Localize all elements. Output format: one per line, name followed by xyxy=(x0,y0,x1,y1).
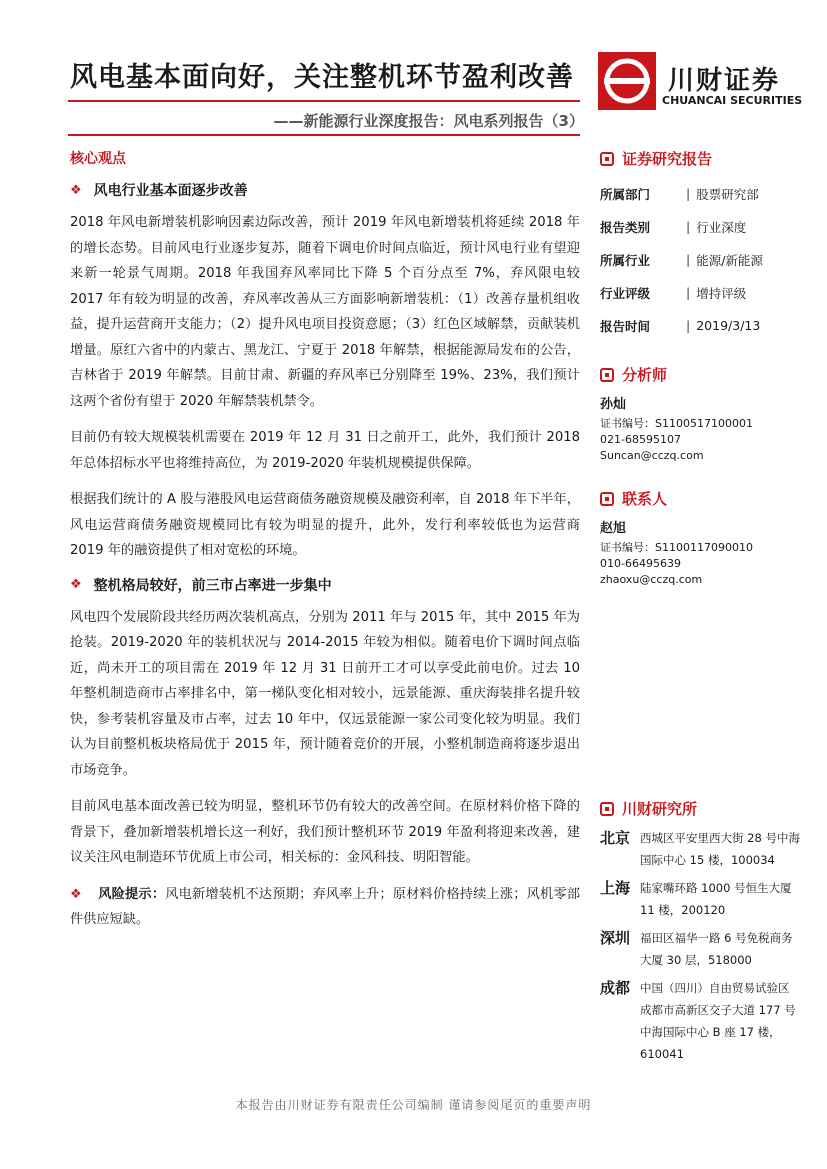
section-marker-icon xyxy=(600,492,614,506)
contact-phone: 010-66495639 xyxy=(600,557,681,570)
sidebar xyxy=(600,148,800,1071)
analyst-heading-text: 分析师 xyxy=(622,366,668,384)
core-view-heading: 核心观点 xyxy=(70,151,126,167)
logo-mark-icon xyxy=(598,52,656,110)
info-label: 报告时间 xyxy=(600,318,651,334)
diamond-bullet-icon: ❖ xyxy=(70,577,82,592)
info-row xyxy=(600,210,800,243)
bullet-heading xyxy=(70,575,580,595)
report-subtitle: ——新能源行业深度报告：风电系列报告（3） xyxy=(273,112,584,130)
risk-paragraph xyxy=(70,882,580,933)
info-row xyxy=(600,177,800,210)
office-address: 福田区福华一路 6 号免税商务大厦 30 层，518000 xyxy=(640,931,793,967)
risk-text: 风电新增装机不达预期；弃风率上升；原材料价格持续上涨；风机零部件供应短缺。 xyxy=(70,886,581,927)
info-value: 2019/3/13 xyxy=(696,318,761,333)
office-address: 中国（四川）自由贸易试验区成都市高新区交子大道 177 号中海国际中心 B 座 17 楼，610041 xyxy=(640,981,796,1061)
office-row xyxy=(600,877,800,921)
info-value: 能源/新能源 xyxy=(696,252,763,268)
analyst-name: 孙灿 xyxy=(600,397,627,412)
office-address: 西城区平安里西大街 28 号中海国际中心 15 楼，100034 xyxy=(640,831,800,867)
info-row xyxy=(600,309,800,342)
report-info-heading xyxy=(600,148,800,169)
analyst-email: Suncan@cczq.com xyxy=(600,449,704,462)
info-value: 行业深度 xyxy=(696,219,747,235)
info-separator: | xyxy=(686,219,691,234)
section-marker-icon xyxy=(600,802,614,816)
office-city: 上海 xyxy=(600,879,631,897)
info-value: 增持评级 xyxy=(696,285,747,301)
paragraph: 目前仍有较大规模装机需要在 2019 年 12 月 31 日之前开工，此外，我们预计 2018 年总体招标水平也将维持高位，为 2019-2020 年装机规模提供保障。 xyxy=(70,430,580,471)
info-separator: | xyxy=(686,186,691,201)
info-label: 行业评级 xyxy=(600,285,651,301)
info-value: 股票研究部 xyxy=(696,186,759,202)
company-logo xyxy=(598,52,803,112)
info-label: 所属行业 xyxy=(600,252,651,268)
contact-cert: 证书编号：S1100117090010 xyxy=(600,541,753,554)
diamond-bullet-icon: ❖ xyxy=(70,182,82,198)
info-separator: | xyxy=(686,252,691,267)
office-row xyxy=(600,977,800,1065)
office-row xyxy=(600,927,800,971)
title-divider xyxy=(68,100,580,102)
office-address: 陆家嘴环路 1000 号恒生大厦 11 楼，200120 xyxy=(640,881,792,917)
office-city: 北京 xyxy=(600,829,631,847)
office-city: 深圳 xyxy=(600,929,631,947)
institute-heading-text: 川财研究所 xyxy=(622,800,698,818)
paragraph: 风电四个发展阶段共经历两次装机高点，分别为 2011 年与 2015 年，其中 2015 年为抢装。2019-2020 年的装机状况与 2014-2015 年较为相似。随着电价下调时间点临近，尚未开工的项目需在 2019 年 12 月 31 日前开工才可以享受此前电价。过去 10 年整机制造商市占率排名中，第一梯队变化相对较小，远景能源、重庆海装排名提升较快，参考装机容量及市占率，过去 10 年中，仅远景能源一家公司变化较为明显。我们认为目前整机板块格局优于 2015 年，预计随着竞价的开展，小整机制造商将逐步退出市场竞争。 xyxy=(70,609,580,778)
office-city: 成都 xyxy=(600,979,631,997)
info-row xyxy=(600,276,800,309)
bullet-heading-text: 整机格局较好，前三市占率进一步集中 xyxy=(93,577,332,594)
bullet-heading-text: 风电行业基本面逐步改善 xyxy=(93,183,248,199)
analyst-cert: 证书编号：S1100517100001 xyxy=(600,417,753,430)
paragraph: 目前风电基本面改善已较为明显，整机环节仍有较大的改善空间。在原材料价格下降的背景下，叠加新增装机增长这一利好，我们预计整机环节 2019 年盈利将迎来改善，建议关注风电制造环节优质上市公司，相关标的：金风科技、明阳智能。 xyxy=(70,799,580,865)
logo-name: 川财证券 xyxy=(668,66,781,96)
analyst-phone: 021-68595107 xyxy=(600,433,681,446)
report-info-heading-text: 证券研究报告 xyxy=(622,150,713,168)
logo-english-name: CHUANCAI SECURITIES xyxy=(662,94,803,107)
main-content xyxy=(70,148,580,944)
info-label: 所属部门 xyxy=(600,186,651,202)
institute-heading xyxy=(600,798,800,819)
subtitle-divider xyxy=(68,134,580,136)
info-separator: | xyxy=(686,285,691,300)
office-row xyxy=(600,827,800,871)
info-label: 报告类别 xyxy=(600,219,651,235)
report-title: 风电基本面向好，关注整机环节盈利改善 xyxy=(70,62,574,93)
analyst-heading xyxy=(600,364,800,385)
contact-name: 赵旭 xyxy=(600,521,627,536)
risk-label: 风险提示： xyxy=(98,886,166,902)
paragraph: 根据我们统计的 A 股与港股风电运营商债务融资规模及融资利率，自 2018 年下半年，风电运营商债务融资规模同比有较为明显的提升，此外，发行利率较低也为运营商 2019 年的融资提供了相对宽松的环境。 xyxy=(70,492,580,558)
paragraph: 2018 年风电新增装机影响因素边际改善，预计 2019 年风电新增装机将延续 2018 年的增长态势。目前风电行业逐步复苏，随着下调电价时间点临近，预计风电行业有望迎来新一轮景气周期。2018 年我国弃风率同比下降 5 个百分点至 7%，弃风限电较 2017 年有较为明显的改善，弃风率改善从三方面影响新增装机：（1）改善存量机组收益，提升运营商开支能力；（2）提升风电项目投资意愿；（3）红色区域解禁，贡献装机增量。原红六省中的内蒙古、黑龙江、宁夏于 2018 年解禁，根据能源局发布的公告，吉林省于 2019 年解禁。目前甘肃、新疆的弃风率已分别降至 19%、23%，我们预计这两个省份有望于 2020 年解禁装机禁令。 xyxy=(70,215,580,409)
info-separator: | xyxy=(686,318,691,333)
contact-heading-text: 联系人 xyxy=(622,490,668,508)
section-marker-icon xyxy=(600,152,614,166)
bullet-heading xyxy=(70,180,580,200)
contact-email: zhaoxu@cczq.com xyxy=(600,573,703,586)
page-footer: 本报告由川财证券有限责任公司编制 谨请参阅尾页的重要声明 xyxy=(235,1098,592,1112)
section-marker-icon xyxy=(600,368,614,382)
diamond-bullet-icon: ❖ xyxy=(70,886,82,902)
info-row xyxy=(600,243,800,276)
contact-heading xyxy=(600,488,800,509)
